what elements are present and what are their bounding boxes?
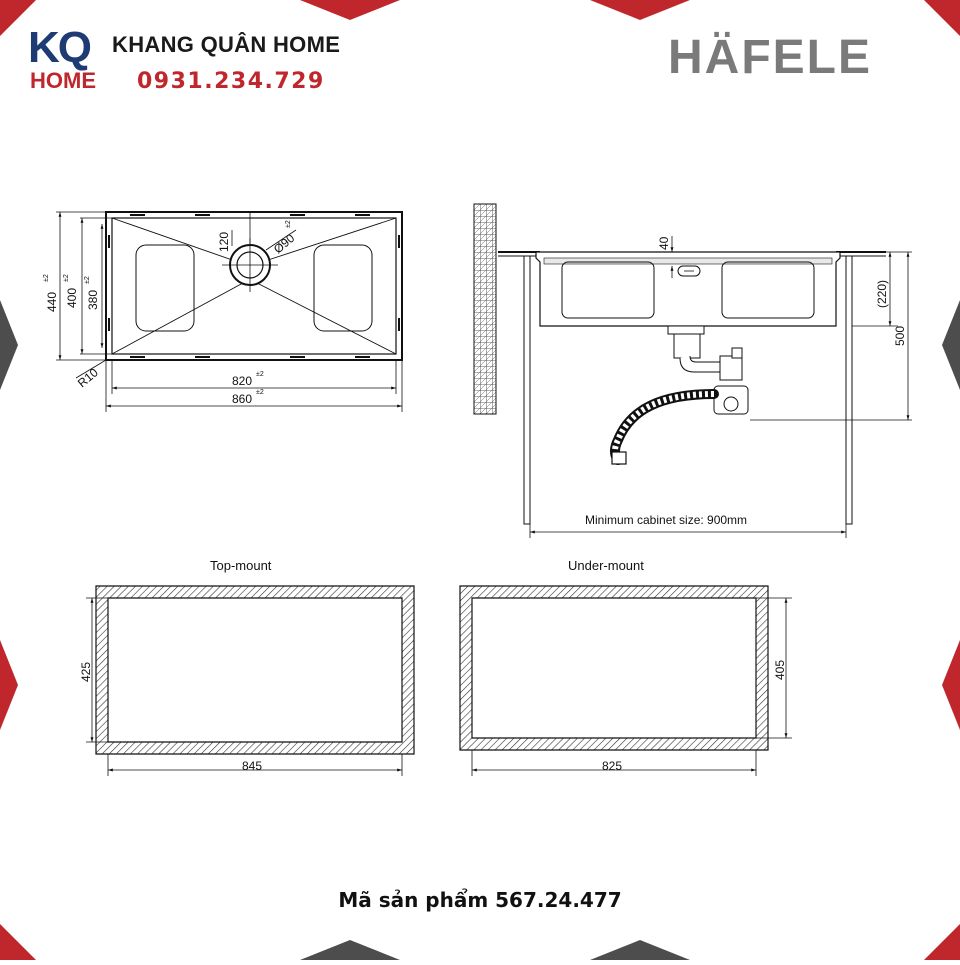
dim-400: 400 bbox=[65, 287, 79, 308]
under-mount-label: Under-mount bbox=[568, 558, 644, 573]
logo-home-text: HOME bbox=[30, 68, 96, 93]
top-mount-cutout bbox=[79, 558, 414, 776]
under-mount-cutout bbox=[460, 558, 792, 776]
dim-380: 380 bbox=[86, 289, 100, 310]
wall-tiles bbox=[474, 204, 496, 414]
dim-radius: R10 bbox=[74, 365, 101, 391]
company-name: KHANG QUÂN HOME bbox=[112, 32, 341, 57]
phone-number: 0931.234.729 bbox=[137, 69, 325, 94]
dim-drain-tol: ±2 bbox=[285, 220, 292, 228]
cabinet-size-label: Minimum cabinet size: 900mm bbox=[585, 513, 748, 527]
under-mount-height: 405 bbox=[773, 659, 787, 680]
sink-top-view bbox=[43, 212, 402, 412]
dim-500: 500 bbox=[893, 325, 907, 346]
dim-440-tol: ±2 bbox=[43, 274, 50, 282]
top-mount-height: 425 bbox=[79, 661, 93, 682]
dim-220: (220) bbox=[875, 279, 889, 308]
sink-side-view bbox=[474, 204, 912, 538]
top-mount-label: Top-mount bbox=[210, 558, 272, 573]
left-panel bbox=[136, 245, 194, 331]
sink-outer-rim bbox=[106, 212, 402, 360]
right-panel bbox=[314, 245, 372, 331]
dim-860: 860 bbox=[232, 392, 253, 406]
dim-400-tol: ±2 bbox=[63, 274, 70, 282]
dim-380-tol: ±2 bbox=[84, 276, 91, 284]
product-code: Mã sản phẩm 567.24.477 bbox=[338, 888, 622, 912]
logo-letters: KQ bbox=[28, 23, 90, 72]
dim-drain-diameter: Ø90 bbox=[270, 230, 298, 257]
dim-820-tol: ±2 bbox=[256, 371, 264, 378]
dim-820: 820 bbox=[232, 374, 253, 388]
flex-hose bbox=[615, 394, 714, 460]
top-mount-width: 845 bbox=[242, 759, 263, 773]
sink-inner-bowl bbox=[112, 218, 396, 354]
brand-logo: HÄFELE bbox=[668, 31, 872, 84]
dim-120: 120 bbox=[217, 231, 231, 252]
dim-40: 40 bbox=[657, 236, 671, 250]
dim-860-tol: ±2 bbox=[256, 389, 264, 396]
under-mount-width: 825 bbox=[602, 759, 623, 773]
dim-440: 440 bbox=[45, 291, 59, 312]
